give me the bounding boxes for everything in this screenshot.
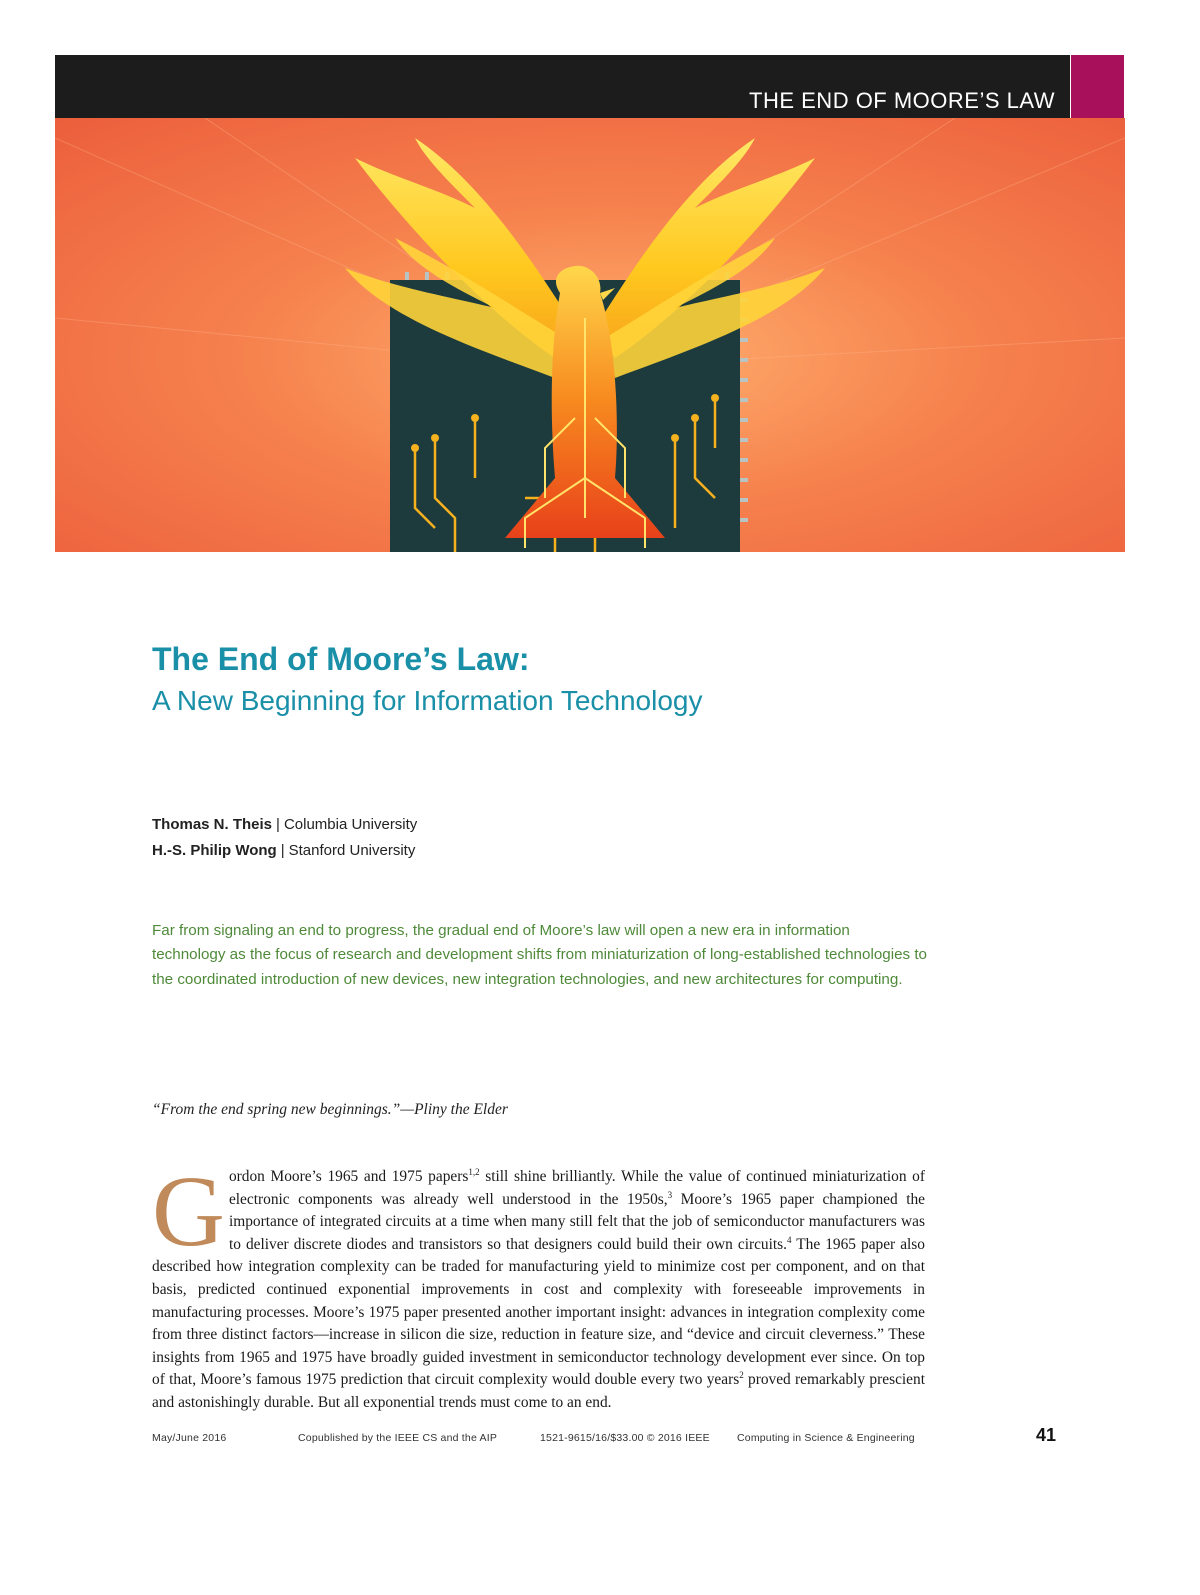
author-separator: | <box>276 816 280 833</box>
body-text: The 1965 paper also described how integration complexity can be traded for manufacturing yield to minimize cost per component, and on that basis, predicted continued exponential improvements in cost and complexity with foreseeable improvements in manufacturing processes. Moore’s 1975 paper presented another important insight: advances in integration complexity come from three distinct factors—increase in silicon die size, reduction in feature size, and “device and circuit cleverness.” These insights from 1965 and 1975 have broadly guided investment in semiconductor technology development ever since. On top of that, Moore’s famous 1975 prediction that circuit complexity would double every two years <box>152 1235 925 1389</box>
section-label: THE END OF MOORE’S LAW <box>749 88 1055 113</box>
header-accent-block <box>1071 55 1124 118</box>
footer-publisher: Copublished by the IEEE CS and the AIP <box>298 1432 498 1444</box>
abstract: Far from signaling an end to progress, the gradual end of Moore’s law will open a new era in information technology as the focus of research and development shifts from miniaturization of long-established technologies to the coordinated introduction of new devices, new integration technologies, and new architectures for computing. <box>152 922 928 988</box>
article-title: The End of Moore’s Law: <box>152 641 530 677</box>
page-number: 41 <box>1035 1425 1056 1445</box>
hero-illustration <box>55 118 1125 552</box>
author-name: H.-S. Philip Wong <box>152 842 277 859</box>
author-affiliation: Stanford University <box>288 842 416 859</box>
article-subtitle: A New Beginning for Information Technology <box>152 685 703 716</box>
author-line <box>152 816 417 833</box>
author-affiliation: Columbia University <box>283 816 418 833</box>
citation-ref[interactable]: 3 <box>667 1189 673 1200</box>
footer-journal: Computing in Science & Engineering <box>737 1432 915 1444</box>
citation-ref[interactable]: 4 <box>787 1234 792 1245</box>
body-text: Moore’s 1965 paper championed the importance of integrated circuits at a time when many still felt that the job of semiconductor manufacturers was to deliver discrete diodes and transistors so that designers could build their own circuits. <box>228 1190 925 1253</box>
footer-date: May/June 2016 <box>152 1432 227 1444</box>
citation-ref[interactable]: 1,2 <box>468 1166 480 1177</box>
author-separator: | <box>280 842 285 859</box>
body-text: ordon Moore’s 1965 and 1975 papers <box>228 1168 469 1185</box>
body-paragraph <box>152 1155 925 1415</box>
body-text: proved remarkably prescient and astonishingly durable. But all exponential trends must come to an end. <box>152 1371 925 1411</box>
author-name: Thomas N. Theis <box>152 816 273 833</box>
footer-issn: 1521-9615/16/$33.00 © 2016 IEEE <box>540 1432 710 1444</box>
drop-cap: G <box>152 1155 225 1267</box>
body-text: still shine brilliantly. While the value of continued miniaturization of electronic components was already well understood in the 1950s, <box>228 1168 925 1208</box>
citation-ref[interactable]: 2 <box>739 1370 744 1381</box>
author-line <box>152 842 415 859</box>
epigraph: “From the end spring new beginnings.”—Pliny the Elder <box>152 1101 508 1118</box>
